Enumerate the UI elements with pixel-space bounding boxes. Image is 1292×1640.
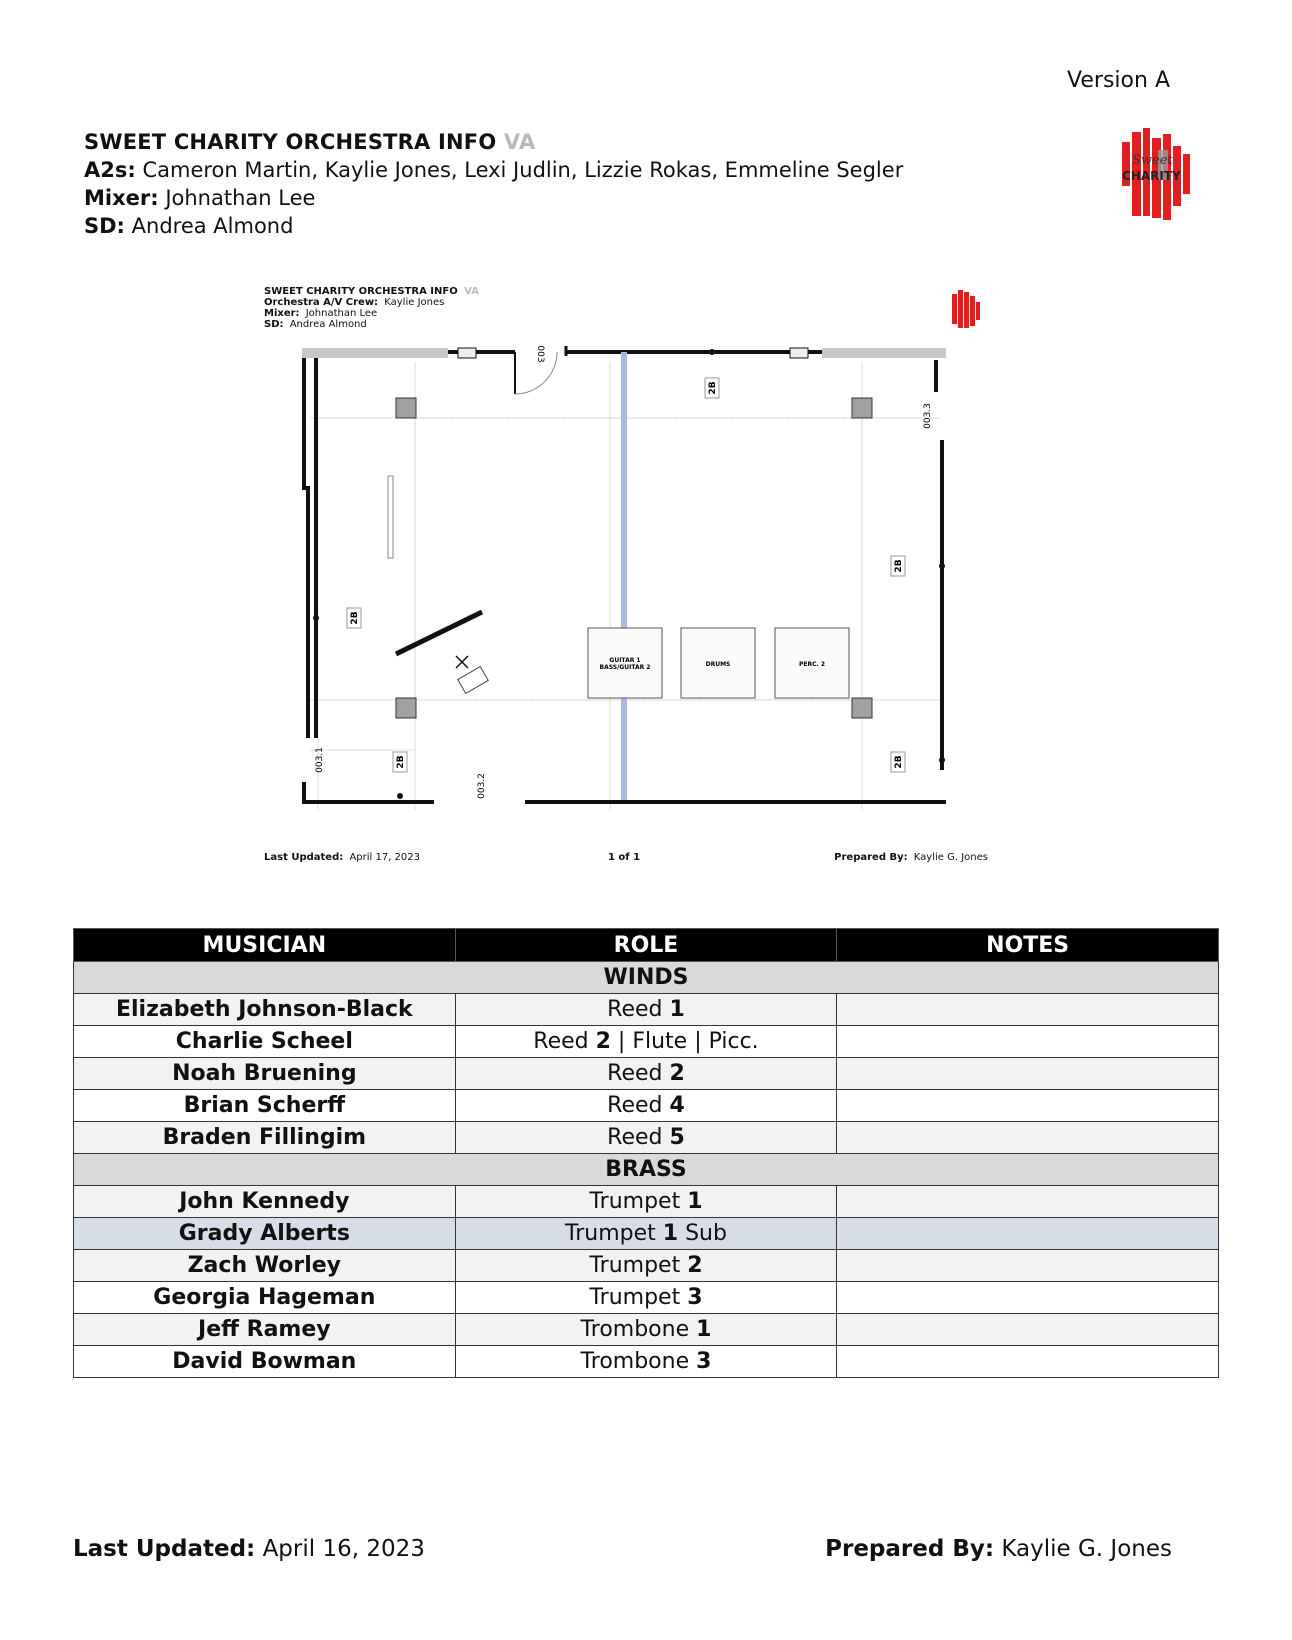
notes-cell	[837, 1090, 1219, 1122]
table-row	[74, 1186, 1219, 1218]
plan-title: SWEET CHARITY ORCHESTRA INFO VA	[264, 286, 480, 297]
role-name: Reed	[533, 1029, 589, 1054]
section-row	[74, 1154, 1219, 1186]
role-name: Reed	[607, 1125, 663, 1150]
footer-updated-label: Last Updated:	[73, 1536, 256, 1562]
svg-text:2B: 2B	[894, 559, 904, 573]
svg-text:003.1: 003.1	[315, 747, 325, 773]
plan-footer-page: 1 of 1	[607, 852, 641, 863]
role-cell	[455, 1058, 837, 1090]
role-cell	[455, 1218, 837, 1250]
notes-cell	[837, 1218, 1219, 1250]
svg-text:GUITAR 1: GUITAR 1	[609, 657, 641, 664]
svg-text:2B: 2B	[894, 755, 904, 769]
musician-cell: David Bowman	[74, 1346, 456, 1378]
svg-text:003.2: 003.2	[477, 773, 487, 799]
mixer-value: Johnathan Lee	[165, 186, 316, 210]
role-name: Trombone	[580, 1317, 690, 1342]
document-title-suffix: VA	[503, 130, 536, 154]
notes-cell	[837, 1346, 1219, 1378]
role-name: Trombone	[580, 1349, 690, 1374]
table-row	[74, 1058, 1219, 1090]
plan-conductor-bar	[396, 612, 482, 654]
musician-cell: Jeff Ramey	[74, 1314, 456, 1346]
a2s-label: A2s:	[84, 158, 136, 182]
role-number: 3	[687, 1285, 703, 1310]
role-name: Trumpet	[589, 1253, 681, 1278]
role-extra: Sub	[685, 1221, 727, 1246]
table-row	[74, 1250, 1219, 1282]
role-number: 1	[669, 997, 685, 1022]
footer-prepared-by	[825, 1536, 1172, 1562]
table-row	[74, 1026, 1219, 1058]
role-name: Reed	[607, 997, 663, 1022]
logo-text-top: Sweet	[1132, 153, 1173, 168]
notes-cell	[837, 1058, 1219, 1090]
plan-wall-shade-left	[302, 348, 448, 358]
plan-wall-shade-right	[822, 348, 946, 358]
plan-podium	[458, 667, 489, 694]
footer-updated-value: April 16, 2023	[262, 1536, 425, 1562]
document-title	[84, 128, 903, 156]
svg-text:DRUMS: DRUMS	[705, 661, 731, 668]
notes-cell	[837, 1026, 1219, 1058]
section-label: BRASS	[74, 1154, 1219, 1186]
musician-cell: Charlie Scheel	[74, 1026, 456, 1058]
role-name: Trumpet	[589, 1285, 681, 1310]
footer-last-updated	[73, 1536, 425, 1562]
plan-box-drums	[681, 628, 755, 698]
version-label: Version A	[1067, 68, 1170, 93]
role-cell	[455, 1186, 837, 1218]
a2s-value: Cameron Martin, Kaylie Jones, Lexi Judlin, Lizzie Rokas, Emmeline Segler	[142, 158, 904, 182]
role-cell	[455, 994, 837, 1026]
musician-cell: Brian Scherff	[74, 1090, 456, 1122]
roster-body	[74, 962, 1219, 1378]
role-number: 2	[687, 1253, 703, 1278]
role-number: 5	[669, 1125, 685, 1150]
role-cell	[455, 1090, 837, 1122]
column-header-notes: NOTES	[837, 929, 1219, 962]
logo-text-bottom: CHARITY	[1122, 169, 1181, 183]
sd-value: Andrea Almond	[131, 214, 294, 238]
column-header-musician: MUSICIAN	[74, 929, 456, 962]
section-row	[74, 962, 1219, 994]
sd-label: SD:	[84, 214, 125, 238]
role-cell	[455, 1314, 837, 1346]
notes-cell	[837, 1250, 1219, 1282]
a2s-line	[84, 156, 903, 184]
musician-cell: Georgia Hageman	[74, 1282, 456, 1314]
svg-text:PERC. 2: PERC. 2	[798, 661, 826, 668]
role-name: Trumpet	[589, 1189, 681, 1214]
svg-text:2B: 2B	[708, 381, 718, 395]
section-label: WINDS	[74, 962, 1219, 994]
role-cell	[455, 1026, 837, 1058]
document-header	[84, 128, 903, 240]
plan-mini-logo	[952, 290, 980, 328]
role-name: Trumpet	[565, 1221, 656, 1246]
mixer-line	[84, 184, 903, 212]
plan-wall-fixture	[790, 348, 808, 358]
role-number: 1	[696, 1317, 712, 1342]
musician-cell: Braden Fillingim	[74, 1122, 456, 1154]
table-row	[74, 994, 1219, 1026]
svg-text:2B: 2B	[396, 755, 406, 769]
table-row	[74, 1314, 1219, 1346]
plan-crew-line: Orchestra A/V Crew: Kaylie Jones	[264, 297, 445, 308]
role-number: 2	[595, 1029, 611, 1054]
role-number: 2	[669, 1061, 685, 1086]
table-row	[74, 1346, 1219, 1378]
plan-box-perc	[775, 628, 849, 698]
notes-cell	[837, 1314, 1219, 1346]
role-cell	[455, 1282, 837, 1314]
svg-text:2B: 2B	[350, 611, 360, 625]
column-header-role: ROLE	[455, 929, 837, 962]
table-row	[74, 1218, 1219, 1250]
svg-text:003.3: 003.3	[923, 403, 933, 429]
musician-cell: Grady Alberts	[74, 1218, 456, 1250]
role-cell	[455, 1250, 837, 1282]
role-number: 3	[696, 1349, 712, 1374]
plan-blue-line	[621, 352, 627, 800]
plan-mixer-line: Mixer: Johnathan Lee	[264, 308, 378, 319]
table-row	[74, 1122, 1219, 1154]
footer-prepared-label: Prepared By:	[825, 1536, 995, 1562]
plan-wall-fixture	[458, 348, 476, 358]
musician-cell: Zach Worley	[74, 1250, 456, 1282]
table-header-row	[74, 929, 1219, 962]
role-number: 1	[662, 1221, 679, 1246]
plan-wall-panel	[388, 476, 393, 558]
plan-box-guitars	[588, 628, 662, 698]
notes-cell	[837, 1186, 1219, 1218]
role-name: Reed	[607, 1061, 663, 1086]
plan-sd-line: SD: Andrea Almond	[264, 319, 367, 330]
plan-footer-prepared: Prepared By: Kaylie G. Jones	[834, 852, 988, 863]
plan-footer-updated: Last Updated: April 17, 2023	[264, 852, 421, 863]
notes-cell	[837, 994, 1219, 1026]
notes-cell	[837, 1122, 1219, 1154]
role-number: 4	[669, 1093, 685, 1118]
svg-text:BASS/GUITAR 2: BASS/GUITAR 2	[599, 664, 651, 671]
table-row	[74, 1090, 1219, 1122]
document-title-text: SWEET CHARITY ORCHESTRA INFO	[84, 130, 497, 154]
sd-line	[84, 212, 903, 240]
role-extra: | Flute | Picc.	[617, 1029, 759, 1054]
notes-cell	[837, 1282, 1219, 1314]
musician-cell: Elizabeth Johnson-Black	[74, 994, 456, 1026]
role-cell	[455, 1122, 837, 1154]
musician-cell: John Kennedy	[74, 1186, 456, 1218]
role-cell	[455, 1346, 837, 1378]
footer-prepared-value: Kaylie G. Jones	[1001, 1536, 1172, 1562]
role-number: 1	[687, 1189, 703, 1214]
sweet-charity-logo	[1118, 128, 1194, 220]
musician-cell: Noah Bruening	[74, 1058, 456, 1090]
orchestra-floor-plan	[264, 286, 1030, 910]
musician-roster-table	[73, 928, 1219, 1378]
svg-text:003: 003	[535, 345, 545, 363]
role-name: Reed	[607, 1093, 663, 1118]
table-row	[74, 1282, 1219, 1314]
mixer-label: Mixer:	[84, 186, 159, 210]
